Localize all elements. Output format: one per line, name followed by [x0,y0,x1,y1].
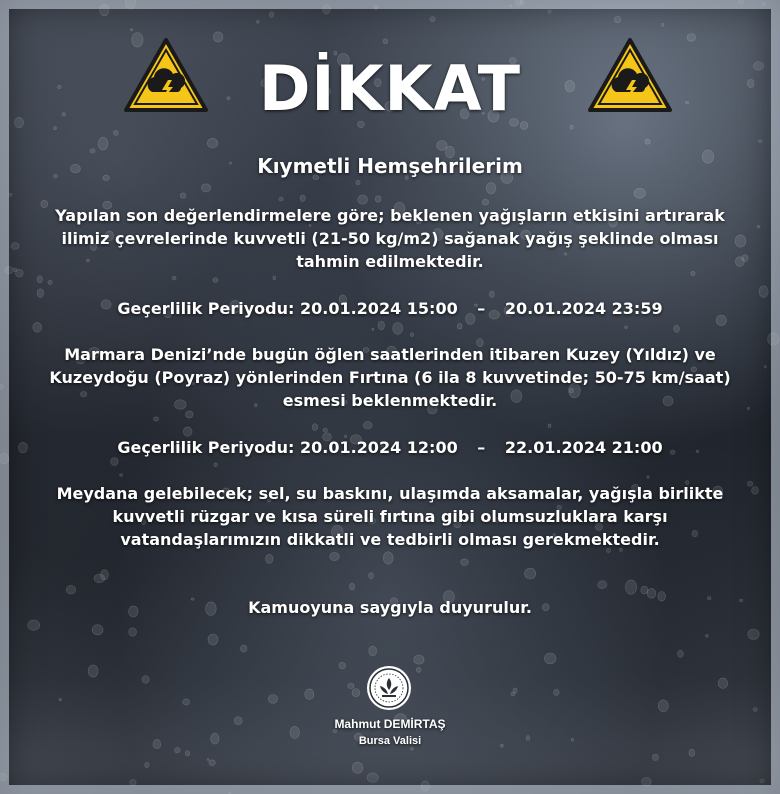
governorship-seal-icon [365,664,413,712]
validity-end: 22.01.2024 21:00 [504,438,663,457]
page-title: DİKKAT [258,52,522,125]
validity-start: 20.01.2024 12:00 [299,438,458,457]
greeting: Kıymetli Hemşehrilerim [257,154,523,178]
validity-period [30,436,750,459]
storm-forecast-paragraph: Marmara Denizi’nde bugün öğlen saatlerinden itibaren Kuzey (Yıldız) ve Kuzeydoğu (Poyraz) yönlerinden Fırtına (6 ila 8 kuvvetinde; 50-75 km/saat) esmesi beklenmektedir. [49,345,731,410]
validity-label: Geçerlilik Periyodu: [117,299,295,318]
validity-separator: – [477,299,486,318]
validity-start: 20.01.2024 15:00 [299,299,458,318]
rain-forecast-paragraph: Yapılan son değerlendirmelere göre; beklenen yağışların etkisini artırarak ilimiz çevrelerinde kuvvetli (21-50 kg/m2) sağanak yağış şeklinde olması tahmin edilmektedir. [55,206,725,271]
signatory-title: Bursa Valisi [358,735,422,747]
validity-end: 20.01.2024 23:59 [504,299,663,318]
validity-label: Geçerlilik Periyodu: [117,438,295,457]
signatory-name: Mahmut DEMİRTAŞ [334,717,446,731]
validity-period [30,297,750,320]
validity-separator: – [477,438,486,457]
warning-paragraph: Meydana gelebilecek; sel, su baskını, ulaşımda aksamalar, yağışla birlikte kuvvetli rüzgar ve kısa süreli fırtına gibi olumsuzluklara karşı vatandaşlarımızın dikkatli ve tedbirli olması gerekmektedir. [56,484,724,549]
closing-statement: Kamuoyuna saygıyla duyurulur. [248,598,532,617]
